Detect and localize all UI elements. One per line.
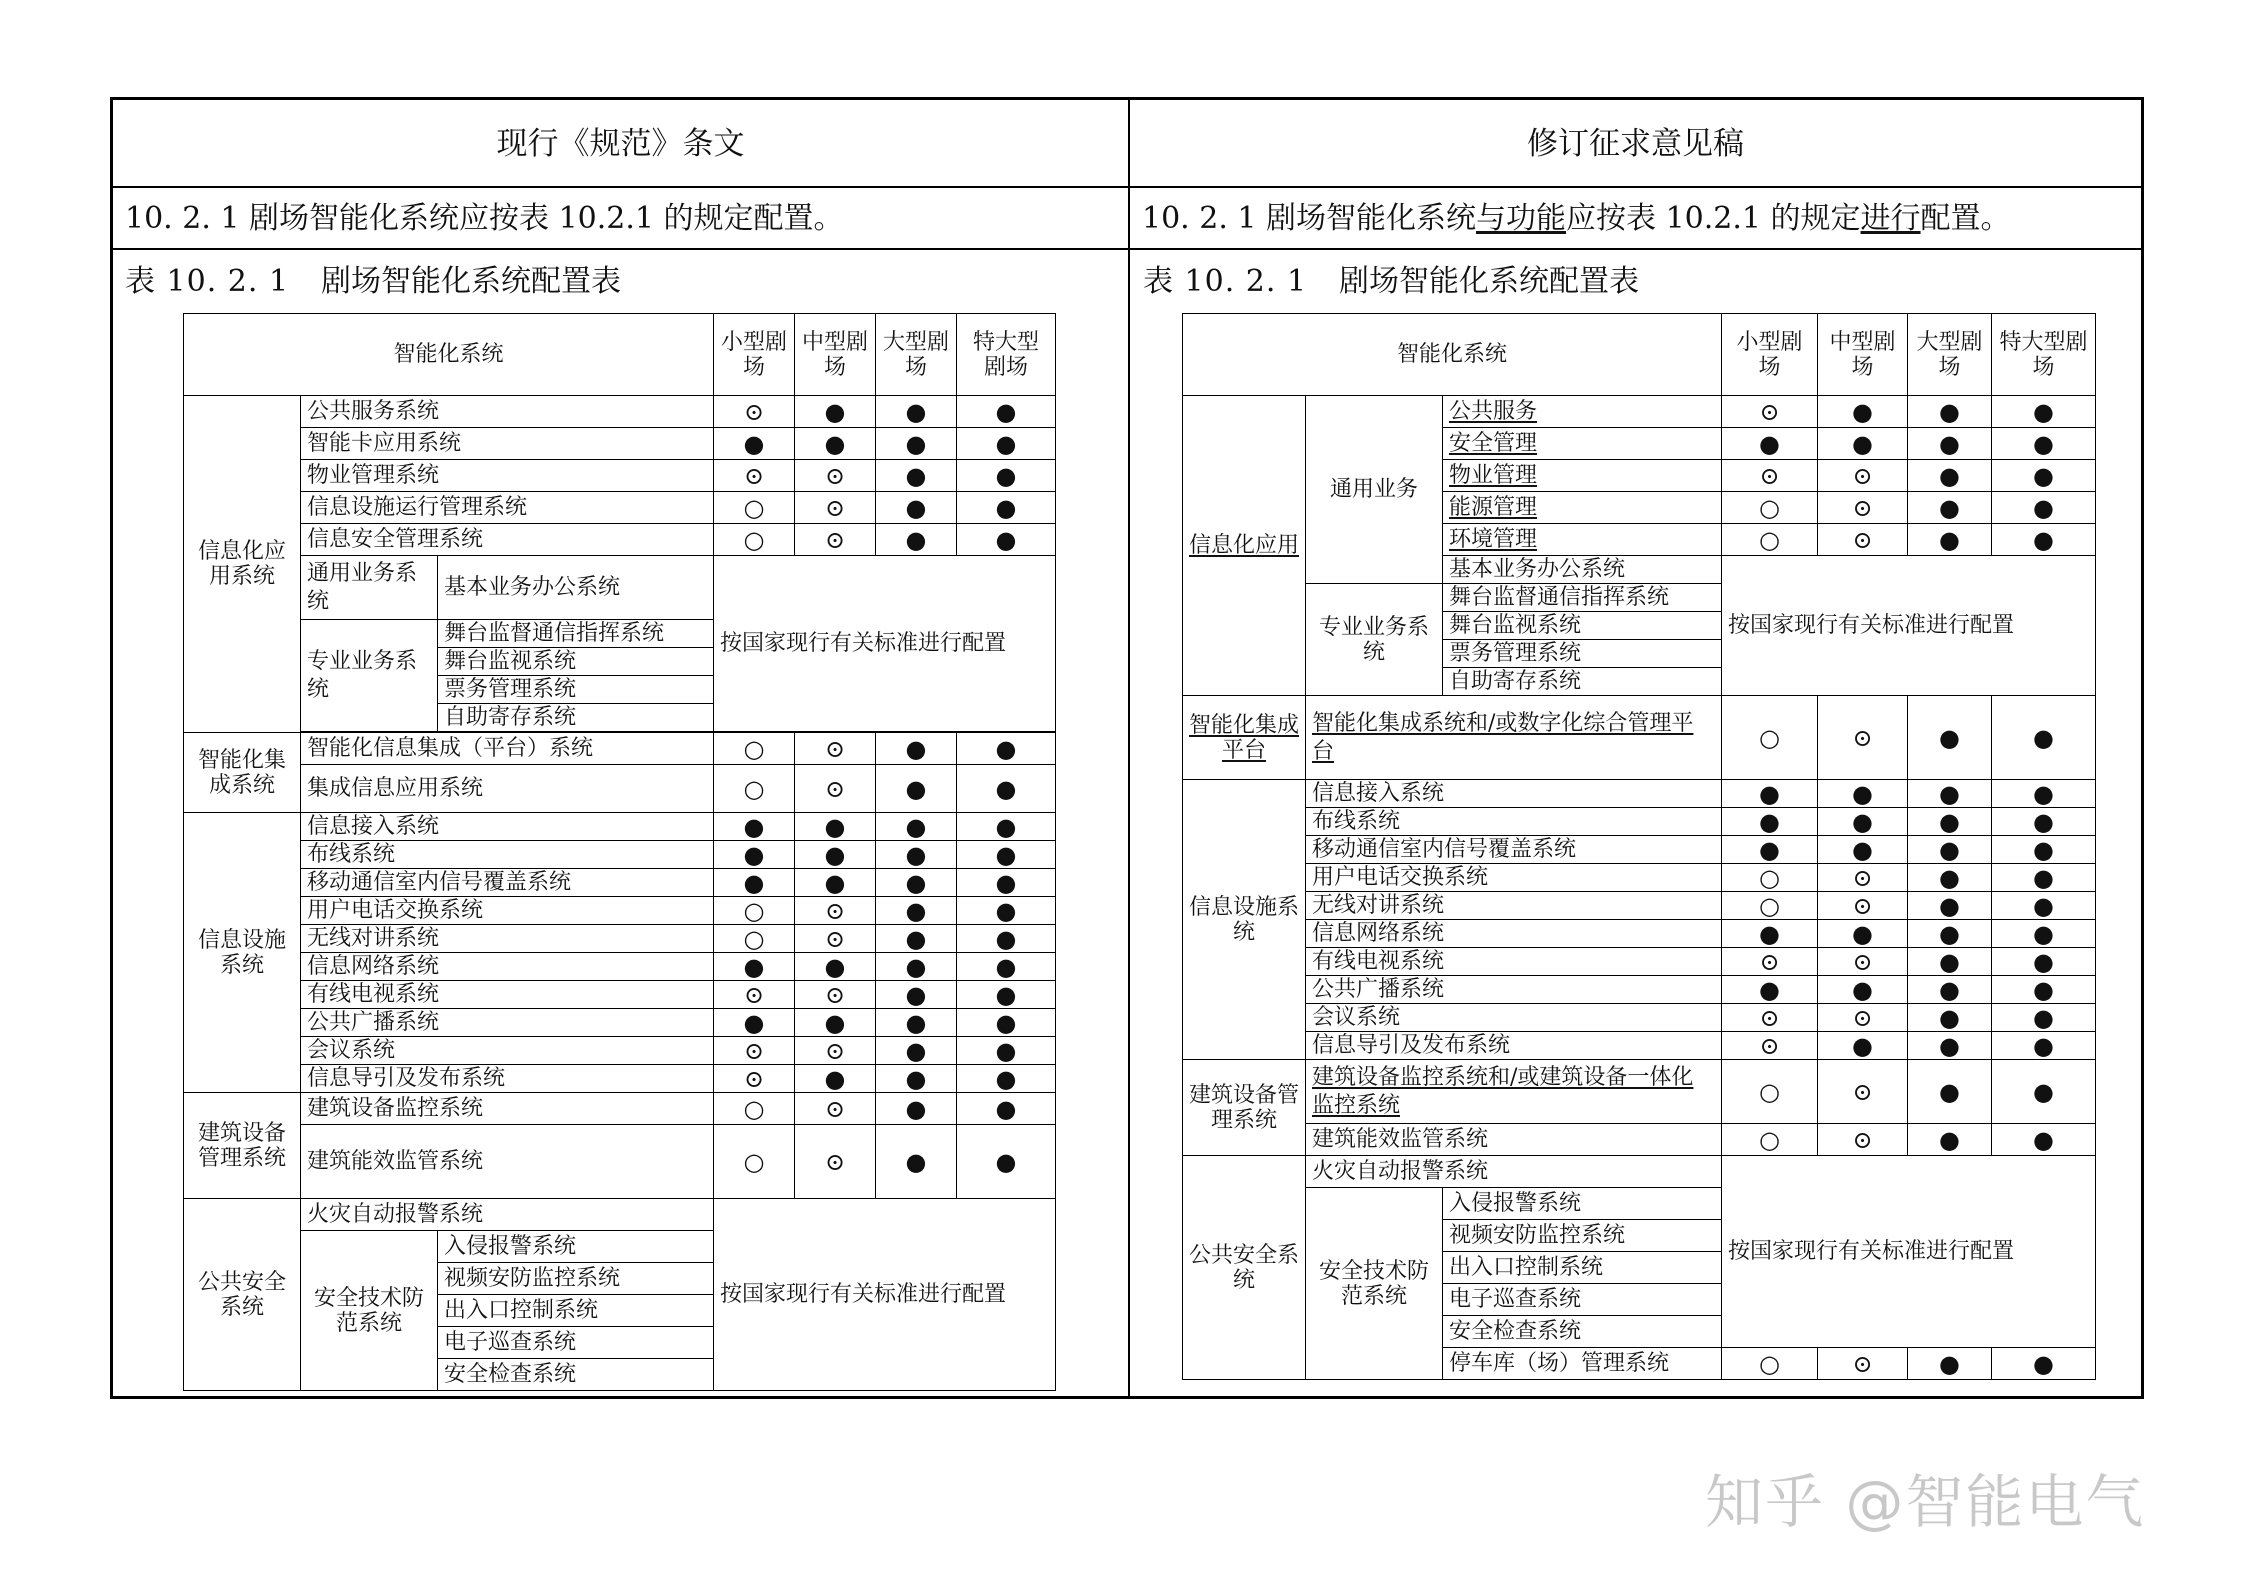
row-label: 无线对讲系统 xyxy=(301,925,714,953)
row-label: 舞台监督通信指挥系统 xyxy=(438,620,714,648)
subgroup-general-business: 通用业务系统 xyxy=(301,556,438,620)
mark-medium: ⊙ xyxy=(795,492,876,524)
row-label xyxy=(1306,696,1722,780)
row-label: 舞台监督通信指挥系统 xyxy=(1443,584,1722,612)
mark-xlarge: ● xyxy=(957,1009,1056,1037)
mark-medium: ● xyxy=(1818,920,1908,948)
note-per-national-standard: 按国家现行有关标准进行配置 xyxy=(714,1199,1056,1391)
group-info-application xyxy=(1183,396,1306,696)
mark-xlarge: ● xyxy=(957,869,1056,897)
table-caption-left xyxy=(125,256,621,300)
subgroup-professional-business: 专业业务系统 xyxy=(301,620,438,732)
mark-medium: ⊙ xyxy=(795,1093,876,1125)
mark-medium: ⊙ xyxy=(795,765,876,813)
row-label: 自助寄存系统 xyxy=(438,704,714,732)
row-label xyxy=(1443,460,1722,492)
mark-small: ⊙ xyxy=(714,460,795,492)
row-label: 会议系统 xyxy=(1306,1004,1722,1032)
mark-large: ● xyxy=(876,953,957,981)
mark-small: ⊙ xyxy=(1722,948,1818,976)
row-label: 布线系统 xyxy=(1306,808,1722,836)
mark-large: ● xyxy=(1908,808,1992,836)
row-label-text: 能源管理 xyxy=(1449,494,1538,520)
mark-xlarge: ● xyxy=(957,925,1056,953)
column-divider xyxy=(1128,100,1130,1396)
mark-xlarge: ● xyxy=(957,733,1056,765)
clause-left-number: 10. 2. 1 xyxy=(125,201,240,236)
mark-xlarge: ● xyxy=(957,396,1056,428)
group-integration: 智能化集成系统 xyxy=(184,733,301,813)
row-label: 公共广播系统 xyxy=(1306,976,1722,1004)
mark-large: ● xyxy=(876,869,957,897)
mark-small: ● xyxy=(714,428,795,460)
mark-small: ● xyxy=(1722,976,1818,1004)
row-label: 有线电视系统 xyxy=(1306,948,1722,976)
mark-small: ○ xyxy=(714,1093,795,1125)
row-label xyxy=(1443,428,1722,460)
col-header-small: 小型剧场 xyxy=(1722,314,1818,396)
mark-small: ○ xyxy=(714,733,795,765)
row-label-text: 公共服务 xyxy=(1449,398,1538,424)
mark-small: ○ xyxy=(1722,1124,1818,1156)
row-label xyxy=(1443,396,1722,428)
mark-small: ● xyxy=(1722,780,1818,808)
row-label: 信息网络系统 xyxy=(301,953,714,981)
mark-small: ○ xyxy=(1722,1060,1818,1124)
mark-xlarge: ● xyxy=(1992,1060,2096,1124)
mark-large: ● xyxy=(876,524,957,556)
mark-xlarge: ● xyxy=(957,897,1056,925)
mark-xlarge: ● xyxy=(957,1093,1056,1125)
mark-medium: ● xyxy=(795,396,876,428)
row-label: 电子巡查系统 xyxy=(438,1327,714,1359)
mark-medium: ⊙ xyxy=(795,733,876,765)
mark-large: ● xyxy=(876,1093,957,1125)
mark-large: ● xyxy=(1908,1060,1992,1124)
mark-xlarge: ● xyxy=(1992,1348,2096,1380)
mark-small: ● xyxy=(1722,920,1818,948)
mark-xlarge: ● xyxy=(1992,460,2096,492)
subgroup-professional-business: 专业业务系统 xyxy=(1306,584,1443,696)
mark-medium: ⊙ xyxy=(795,1037,876,1065)
mark-medium: ⊙ xyxy=(1818,1004,1908,1032)
mark-small: ○ xyxy=(1722,864,1818,892)
row-label: 公共服务系统 xyxy=(301,396,714,428)
mark-medium: ⊙ xyxy=(795,925,876,953)
mark-xlarge: ● xyxy=(957,953,1056,981)
table-caption-left-title: 剧场智能化系统配置表 xyxy=(321,264,622,299)
mark-xlarge: ● xyxy=(1992,892,2096,920)
mark-medium: ● xyxy=(1818,1032,1908,1060)
mark-xlarge: ● xyxy=(1992,836,2096,864)
row-label: 舞台监视系统 xyxy=(1443,612,1722,640)
header-revision-draft: 修订征求意见稿 xyxy=(1130,100,2141,188)
group-integration-platform xyxy=(1183,696,1306,780)
row-label: 入侵报警系统 xyxy=(438,1231,714,1263)
mark-small: ○ xyxy=(1722,492,1818,524)
mark-medium: ● xyxy=(795,953,876,981)
note-per-national-standard: 按国家现行有关标准进行配置 xyxy=(1722,556,2096,696)
group-info-application-label: 信息化应用 xyxy=(1189,533,1300,558)
mark-small: ⊙ xyxy=(714,1037,795,1065)
table-caption-right-number: 表 10. 2. 1 xyxy=(1143,264,1308,299)
mark-medium: ⊙ xyxy=(1818,864,1908,892)
mark-large: ● xyxy=(1908,492,1992,524)
mark-large: ● xyxy=(876,1037,957,1065)
mark-xlarge: ● xyxy=(957,460,1056,492)
row-label: 智能化信息集成（平台）系统 xyxy=(301,733,714,765)
mark-small: ● xyxy=(1722,428,1818,460)
row-label: 无线对讲系统 xyxy=(1306,892,1722,920)
group-info-facilities: 信息设施系统 xyxy=(1183,780,1306,1060)
mark-small: ⊙ xyxy=(1722,1004,1818,1032)
mark-large: ● xyxy=(876,897,957,925)
subgroup-security-tech: 安全技术防范系统 xyxy=(1306,1188,1443,1380)
group-integration-platform-label: 智能化集成平台 xyxy=(1189,712,1300,763)
mark-large: ● xyxy=(1908,892,1992,920)
row-label: 用户电话交换系统 xyxy=(301,897,714,925)
mark-small: ● xyxy=(714,1009,795,1037)
clause-right xyxy=(1130,188,2141,250)
note-per-national-standard: 按国家现行有关标准进行配置 xyxy=(714,556,1056,732)
mark-medium: ⊙ xyxy=(795,897,876,925)
mark-large: ● xyxy=(1908,976,1992,1004)
row-label: 移动通信室内信号覆盖系统 xyxy=(1306,836,1722,864)
subgroup-security-tech: 安全技术防范系统 xyxy=(301,1231,438,1391)
mark-xlarge: ● xyxy=(957,813,1056,841)
row-label: 信息网络系统 xyxy=(1306,920,1722,948)
mark-xlarge: ● xyxy=(1992,920,2096,948)
row-label: 信息导引及发布系统 xyxy=(1306,1032,1722,1060)
mark-xlarge: ● xyxy=(1992,492,2096,524)
mark-small: ○ xyxy=(1722,696,1818,780)
clause-right-text-e: 配置。 xyxy=(1920,201,2011,236)
mark-xlarge: ● xyxy=(1992,780,2096,808)
mark-xlarge: ● xyxy=(1992,396,2096,428)
row-label: 停车库（场）管理系统 xyxy=(1443,1348,1722,1380)
mark-small: ○ xyxy=(714,925,795,953)
row-label: 火灾自动报警系统 xyxy=(301,1199,714,1231)
mark-large: ● xyxy=(1908,920,1992,948)
col-header-system: 智能化系统 xyxy=(1183,314,1722,396)
row-label-text: 环境管理 xyxy=(1449,526,1538,552)
row-label: 建筑能效监管系统 xyxy=(1306,1124,1722,1156)
mark-xlarge: ● xyxy=(957,765,1056,813)
mark-medium: ⊙ xyxy=(1818,460,1908,492)
row-label: 基本业务办公系统 xyxy=(1443,556,1722,584)
mark-small: ● xyxy=(714,953,795,981)
mark-large: ● xyxy=(1908,1004,1992,1032)
group-public-safety: 公共安全系统 xyxy=(1183,1156,1306,1380)
mark-small: ● xyxy=(1722,836,1818,864)
mark-small: ⊙ xyxy=(714,981,795,1009)
mark-large: ● xyxy=(1908,524,1992,556)
mark-small: ● xyxy=(714,869,795,897)
mark-large: ● xyxy=(876,733,957,765)
mark-small: ⊙ xyxy=(714,1065,795,1093)
row-label: 移动通信室内信号覆盖系统 xyxy=(301,869,714,897)
mark-small: ⊙ xyxy=(714,396,795,428)
mark-xlarge: ● xyxy=(1992,948,2096,976)
row-label: 信息设施运行管理系统 xyxy=(301,492,714,524)
row-label: 舞台监视系统 xyxy=(438,648,714,676)
row-label: 信息接入系统 xyxy=(1306,780,1722,808)
mark-large: ● xyxy=(1908,428,1992,460)
mark-medium: ⊙ xyxy=(1818,1348,1908,1380)
mark-xlarge: ● xyxy=(1992,1004,2096,1032)
mark-small: ○ xyxy=(714,765,795,813)
col-header-xlarge: 特大型剧场 xyxy=(1992,314,2096,396)
mark-medium: ⊙ xyxy=(795,1125,876,1199)
row-label-text: 物业管理 xyxy=(1449,462,1538,488)
row-label: 基本业务办公系统 xyxy=(438,556,714,620)
note-per-national-standard: 按国家现行有关标准进行配置 xyxy=(1722,1156,2096,1348)
mark-small: ○ xyxy=(714,897,795,925)
mark-large: ● xyxy=(876,396,957,428)
mark-medium: ● xyxy=(1818,976,1908,1004)
row-label: 安全检查系统 xyxy=(1443,1316,1722,1348)
mark-large: ● xyxy=(1908,864,1992,892)
mark-large: ● xyxy=(876,1065,957,1093)
mark-small: ○ xyxy=(714,1125,795,1199)
mark-small: ○ xyxy=(714,492,795,524)
row-label: 物业管理系统 xyxy=(301,460,714,492)
mark-medium: ⊙ xyxy=(1818,1060,1908,1124)
mark-medium: ● xyxy=(1818,836,1908,864)
mark-large: ● xyxy=(1908,696,1992,780)
mark-small: ○ xyxy=(714,524,795,556)
mark-xlarge: ● xyxy=(1992,976,2096,1004)
mark-xlarge: ● xyxy=(957,1125,1056,1199)
mark-large: ● xyxy=(876,1125,957,1199)
row-label: 布线系统 xyxy=(301,841,714,869)
mark-xlarge: ● xyxy=(1992,1124,2096,1156)
group-building-equipment: 建筑设备管理系统 xyxy=(1183,1060,1306,1156)
row-label: 信息安全管理系统 xyxy=(301,524,714,556)
mark-large: ● xyxy=(876,813,957,841)
mark-xlarge: ● xyxy=(957,1065,1056,1093)
mark-medium: ⊙ xyxy=(1818,892,1908,920)
mark-small: ● xyxy=(714,813,795,841)
mark-large: ● xyxy=(876,492,957,524)
mark-xlarge: ● xyxy=(957,428,1056,460)
mark-large: ● xyxy=(876,765,957,813)
mark-large: ● xyxy=(1908,460,1992,492)
mark-medium: ⊙ xyxy=(1818,524,1908,556)
row-label-text: 安全管理 xyxy=(1449,430,1538,456)
mark-large: ● xyxy=(1908,1032,1992,1060)
col-header-system: 智能化系统 xyxy=(184,314,714,396)
table-caption-right xyxy=(1143,256,1639,300)
row-label: 视频安防监控系统 xyxy=(1443,1220,1722,1252)
row-label: 集成信息应用系统 xyxy=(301,765,714,813)
clause-left xyxy=(113,188,1128,250)
group-building-equipment: 建筑设备管理系统 xyxy=(184,1093,301,1199)
mark-small: ● xyxy=(1722,808,1818,836)
mark-medium: ● xyxy=(795,813,876,841)
mark-small: ● xyxy=(714,841,795,869)
row-label-text: 智能化集成系统和/或数字化综合管理平台 xyxy=(1312,710,1694,764)
row-label: 入侵报警系统 xyxy=(1443,1188,1722,1220)
col-header-large: 大型剧场 xyxy=(876,314,957,396)
row-label: 建筑设备监控系统 xyxy=(301,1093,714,1125)
row-label-text: 建筑设备监控系统和/或建筑设备一体化监控系统 xyxy=(1312,1064,1694,1118)
mark-large: ● xyxy=(1908,1124,1992,1156)
subgroup-general-business: 通用业务 xyxy=(1306,396,1443,584)
mark-small: ⊙ xyxy=(1722,460,1818,492)
row-label: 票务管理系统 xyxy=(438,676,714,704)
col-header-xlarge: 特大型剧场 xyxy=(957,314,1056,396)
mark-large: ● xyxy=(1908,1348,1992,1380)
mark-medium: ● xyxy=(795,1065,876,1093)
mark-large: ● xyxy=(1908,780,1992,808)
row-label: 信息导引及发布系统 xyxy=(301,1065,714,1093)
row-label: 自助寄存系统 xyxy=(1443,668,1722,696)
mark-medium: ● xyxy=(1818,428,1908,460)
mark-large: ● xyxy=(1908,396,1992,428)
mark-medium: ⊙ xyxy=(795,460,876,492)
mark-xlarge: ● xyxy=(1992,1032,2096,1060)
clause-left-text: 剧场智能化系统应按表 10.2.1 的规定配置。 xyxy=(249,201,844,236)
mark-medium: ⊙ xyxy=(1818,948,1908,976)
table-caption-right-title: 剧场智能化系统配置表 xyxy=(1339,264,1640,299)
row-label: 电子巡查系统 xyxy=(1443,1284,1722,1316)
mark-xlarge: ● xyxy=(957,524,1056,556)
col-header-medium: 中型剧场 xyxy=(795,314,876,396)
mark-medium: ● xyxy=(795,1009,876,1037)
mark-medium: ● xyxy=(1818,780,1908,808)
mark-large: ● xyxy=(876,925,957,953)
mark-medium: ⊙ xyxy=(1818,696,1908,780)
clause-right-text-d: 进行 xyxy=(1860,201,1921,236)
mark-medium: ⊙ xyxy=(1818,1124,1908,1156)
row-label xyxy=(1306,1060,1722,1124)
mark-medium: ● xyxy=(795,428,876,460)
mark-xlarge: ● xyxy=(957,1037,1056,1065)
mark-large: ● xyxy=(876,460,957,492)
mark-medium: ● xyxy=(795,869,876,897)
mark-large: ● xyxy=(876,1009,957,1037)
row-label xyxy=(1443,524,1722,556)
mark-medium: ● xyxy=(795,841,876,869)
row-label: 票务管理系统 xyxy=(1443,640,1722,668)
mark-small: ⊙ xyxy=(1722,1032,1818,1060)
watermark: 知乎 @智能电气 xyxy=(1705,1468,2146,1536)
row-label: 用户电话交换系统 xyxy=(1306,864,1722,892)
clause-right-number: 10. 2. 1 xyxy=(1142,201,1257,236)
col-header-medium: 中型剧场 xyxy=(1818,314,1908,396)
mark-xlarge: ● xyxy=(957,841,1056,869)
mark-small: ○ xyxy=(1722,892,1818,920)
row-label: 会议系统 xyxy=(301,1037,714,1065)
row-label: 火灾自动报警系统 xyxy=(1306,1156,1722,1188)
mark-medium: ● xyxy=(1818,808,1908,836)
mark-medium: ⊙ xyxy=(795,524,876,556)
mark-xlarge: ● xyxy=(1992,428,2096,460)
row-label: 信息接入系统 xyxy=(301,813,714,841)
mark-xlarge: ● xyxy=(1992,696,2096,780)
mark-large: ● xyxy=(1908,948,1992,976)
mark-large: ● xyxy=(1908,836,1992,864)
header-current-code: 现行《规范》条文 xyxy=(113,100,1128,188)
mark-small: ⊙ xyxy=(1722,396,1818,428)
row-label: 安全检查系统 xyxy=(438,1359,714,1391)
mark-xlarge: ● xyxy=(957,981,1056,1009)
mark-small: ○ xyxy=(1722,1348,1818,1380)
config-table-current xyxy=(183,313,1056,1391)
mark-xlarge: ● xyxy=(1992,524,2096,556)
col-header-large: 大型剧场 xyxy=(1908,314,1992,396)
mark-large: ● xyxy=(876,428,957,460)
clause-right-text-a: 剧场智能化系统 xyxy=(1266,201,1477,236)
row-label: 视频安防监控系统 xyxy=(438,1263,714,1295)
row-label: 出入口控制系统 xyxy=(438,1295,714,1327)
row-label: 智能卡应用系统 xyxy=(301,428,714,460)
clause-right-text-b: 与功能 xyxy=(1476,201,1567,236)
col-header-small: 小型剧场 xyxy=(714,314,795,396)
mark-small: ○ xyxy=(1722,524,1818,556)
row-label: 公共广播系统 xyxy=(301,1009,714,1037)
mark-xlarge: ● xyxy=(1992,808,2096,836)
table-caption-left-number: 表 10. 2. 1 xyxy=(125,264,290,299)
row-label: 有线电视系统 xyxy=(301,981,714,1009)
group-info-facilities: 信息设施系统 xyxy=(184,813,301,1093)
group-public-safety: 公共安全系统 xyxy=(184,1199,301,1391)
mark-xlarge: ● xyxy=(1992,864,2096,892)
row-label xyxy=(1443,492,1722,524)
row-label: 建筑能效监管系统 xyxy=(301,1125,714,1199)
clause-right-text-c: 应按表 10.2.1 的规定 xyxy=(1566,201,1861,236)
mark-medium: ● xyxy=(1818,396,1908,428)
mark-medium: ⊙ xyxy=(795,981,876,1009)
row-label: 出入口控制系统 xyxy=(1443,1252,1722,1284)
config-table-revision xyxy=(1182,313,2096,1380)
mark-large: ● xyxy=(876,981,957,1009)
mark-xlarge: ● xyxy=(957,492,1056,524)
mark-large: ● xyxy=(876,841,957,869)
group-info-application: 信息化应用系统 xyxy=(184,396,301,733)
mark-medium: ⊙ xyxy=(1818,492,1908,524)
